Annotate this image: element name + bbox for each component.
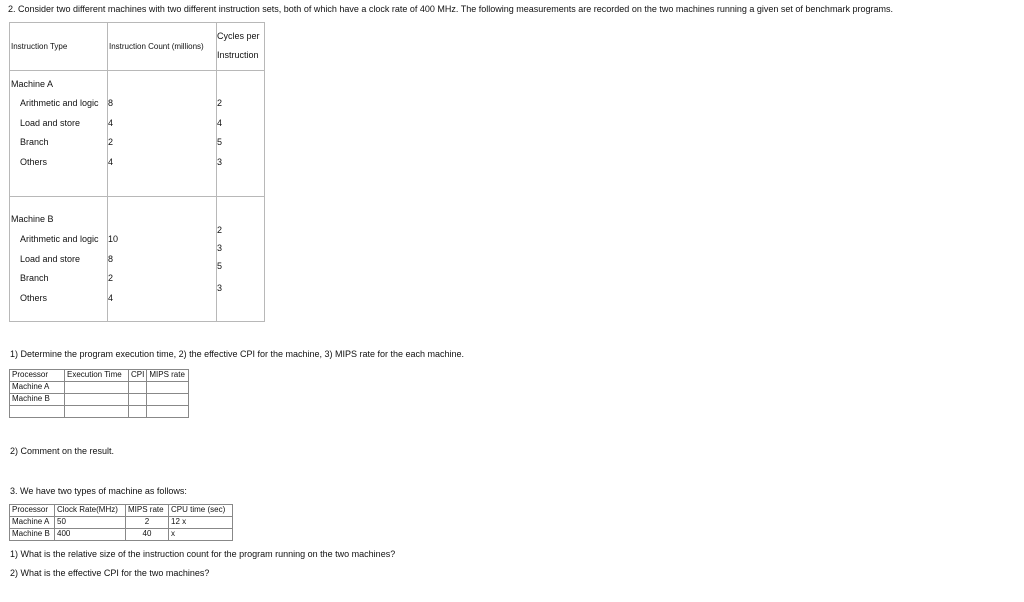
table-header-row — [10, 505, 233, 517]
machine-a-label: Machine A — [11, 79, 54, 89]
question-3-intro: 3. We have two types of machine as follows: — [10, 486, 187, 496]
machine-b-label: Machine B — [11, 214, 54, 224]
clock-rate-cell: 400 — [55, 529, 126, 541]
machine-b-type: Load and store — [20, 254, 81, 264]
table-row — [10, 529, 233, 541]
header-instruction-type: Instruction Type — [11, 42, 68, 51]
header-instruction-count: Instruction Count (millions) — [109, 42, 204, 51]
machine-a-cpi: 5 — [217, 137, 223, 147]
machine-b-type: Others — [20, 293, 48, 303]
machine-a-cpi: 2 — [217, 98, 223, 108]
cpu-time-cell: 12 x — [169, 517, 233, 529]
machine-a-count: 2 — [108, 137, 114, 147]
header-mips-rate: MIPS rate — [147, 370, 189, 382]
machine-b-count: 8 — [108, 254, 114, 264]
table-row — [10, 382, 189, 394]
processor-cell: Machine B — [10, 529, 55, 541]
header-cpu-time: CPU time (sec) — [169, 505, 233, 517]
question-2-part-1: 1) Determine the program execution time, 2) the effective CPI for the machine, 3) MIPS rate for the each machine. — [10, 349, 465, 359]
machine-a-type: Others — [20, 157, 48, 167]
question-2-part-2: 2) Comment on the result. — [10, 446, 115, 456]
processor-cell: Machine A — [10, 382, 65, 394]
header-cycles-per: Cycles per — [217, 31, 260, 41]
machine-a-count: 8 — [108, 98, 114, 108]
machine-a-cpi: 3 — [217, 157, 223, 167]
table-header-row — [10, 370, 189, 382]
machine-a-cpi: 4 — [217, 118, 223, 128]
cpi-cell[interactable] — [129, 394, 147, 406]
header-instruction: Instruction — [217, 50, 259, 60]
machine-a-type: Load and store — [20, 118, 81, 128]
machine-a-count: 4 — [108, 118, 114, 128]
header-clock-rate: Clock Rate(MHz) — [55, 505, 126, 517]
mips-rate-cell[interactable] — [147, 394, 189, 406]
question-2-intro: 2. Consider two different machines with two different instruction sets, both of which have a clock rate of 400 MHz. The following measurements are recorded on the two machines running a given set of benchmark programs. — [8, 4, 893, 14]
header-cpi: CPI — [129, 370, 147, 382]
machine-b-count: 10 — [108, 234, 119, 244]
mips-rate-cell: 2 — [126, 517, 169, 529]
machine-b-cpi: 2 — [217, 225, 223, 235]
cpi-cell[interactable] — [129, 382, 147, 394]
machine-b-cpi: 3 — [217, 283, 223, 293]
machine-b-cpi: 3 — [217, 243, 223, 253]
machine-b-count: 2 — [108, 273, 114, 283]
table-row — [10, 517, 233, 529]
processor-cell: Machine B — [10, 394, 65, 406]
machine-b-type: Arithmetic and logic — [20, 234, 99, 244]
machine-b-cpi: 5 — [217, 261, 223, 271]
machine-comparison-table — [9, 504, 233, 541]
header-mips-rate: MIPS rate — [126, 505, 169, 517]
execution-time-cell[interactable] — [65, 382, 129, 394]
header-processor: Processor — [10, 505, 55, 517]
execution-time-cell[interactable] — [65, 394, 129, 406]
machine-b-type: Branch — [20, 273, 49, 283]
mips-rate-cell: 40 — [126, 529, 169, 541]
question-3-part-2: 2) What is the effective CPI for the two machines? — [10, 568, 210, 578]
machine-a-count: 4 — [108, 157, 114, 167]
machine-b-count: 4 — [108, 293, 114, 303]
table-row — [10, 394, 189, 406]
machine-a-type: Branch — [20, 137, 49, 147]
processor-cell: Machine A — [10, 517, 55, 529]
header-processor: Processor — [10, 370, 65, 382]
machine-a-type: Arithmetic and logic — [20, 98, 99, 108]
cpu-time-cell: x — [169, 529, 233, 541]
table-row — [10, 406, 189, 418]
question-3-part-1: 1) What is the relative size of the instruction count for the program running on the two machines? — [10, 549, 396, 559]
mips-rate-cell[interactable] — [147, 382, 189, 394]
header-execution-time: Execution Time — [65, 370, 129, 382]
clock-rate-cell: 50 — [55, 517, 126, 529]
answer-table — [9, 369, 189, 418]
